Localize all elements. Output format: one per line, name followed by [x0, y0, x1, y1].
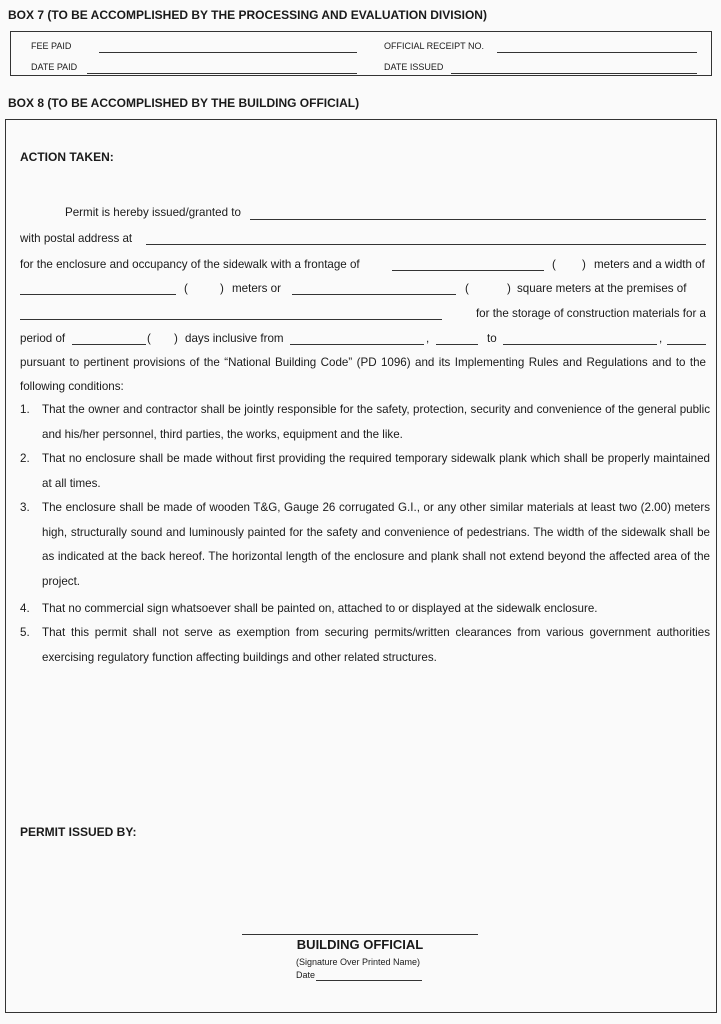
action-taken-heading: ACTION TAKEN:: [20, 150, 114, 164]
condition-number: 5.: [20, 626, 30, 639]
grantee-field[interactable]: [250, 219, 706, 220]
signature-line[interactable]: [242, 934, 478, 935]
frontage-label: for the enclosure and occupancy of the sidewalk with a frontage of: [20, 258, 360, 271]
condition-text: The enclosure shall be made of wooden T&G, Gauge 26 corrugated G.I., or any other similar materials at least two (2.00) meters high, structurally sound and luminously painted for the safety and convenience of pedestrians. The width of the sidewalk shall be as indicated at the back hereof. The horizontal length of the enclosure and plank shall not extend beyond the affected area of the project.: [42, 501, 710, 588]
condition-text: That no enclosure shall be made without first providing the required temporary sidewalk plank which shall be properly maintained at all times.: [42, 452, 710, 490]
paren-open: (: [184, 282, 188, 295]
fee-paid-field[interactable]: [99, 52, 357, 53]
condition-text: That this permit shall not serve as exemption from securing permits/written clearances from various government authorities exercising regulatory function affecting buildings and other related structures.: [42, 626, 710, 664]
condition-number: 2.: [20, 452, 30, 465]
days-from-label: days inclusive from: [185, 332, 284, 345]
paren-close: ): [582, 258, 586, 271]
condition-text: That no commercial sign whatsoever shall be painted on, attached to or displayed at the sidewalk enclosure.: [42, 602, 598, 615]
paren-close: ): [507, 282, 511, 295]
date-paid-label: DATE PAID: [31, 62, 78, 72]
date-label: Date: [296, 970, 316, 980]
period-field[interactable]: [72, 344, 146, 345]
signature-note: (Signature Over Printed Name): [296, 957, 421, 967]
width-field[interactable]: [20, 294, 176, 295]
condition-5: [20, 621, 710, 671]
box7-title: BOX 7 (TO BE ACCOMPLISHED BY THE PROCESSING AND EVALUATION DIVISION): [8, 8, 487, 22]
conditions-label: following conditions:: [20, 380, 124, 393]
issued-to-label: Permit is hereby issued/granted to: [65, 206, 241, 219]
premises-field[interactable]: [20, 319, 442, 320]
to-label: to: [487, 332, 497, 345]
box8-title: BOX 8 (TO BE ACCOMPLISHED BY THE BUILDING OFFICIAL): [8, 96, 360, 110]
pursuant-text: pursuant to pertinent provisions of the “National Building Code” (PD 1096) and its Implementing Rules and Regulations and to the: [20, 356, 706, 369]
condition-text: That the owner and contractor shall be jointly responsible for the safety, protection, security and convenience of the general public and his/her personnel, third parties, the works, equipment and the like.: [42, 403, 710, 441]
date-paid-field[interactable]: [87, 73, 357, 74]
condition-4: [20, 597, 710, 623]
year-to-field[interactable]: [667, 344, 706, 345]
condition-number: 1.: [20, 403, 30, 416]
condition-2: [20, 447, 710, 497]
condition-3: [20, 496, 710, 596]
date-issued-label: DATE ISSUED: [384, 62, 444, 72]
postal-address-label: with postal address at: [20, 232, 133, 245]
paren-open: (: [465, 282, 469, 295]
official-receipt-label: OFFICIAL RECEIPT NO.: [384, 41, 485, 51]
fee-paid-label: FEE PAID: [31, 41, 72, 51]
postal-address-field[interactable]: [146, 244, 706, 245]
date-to-field[interactable]: [503, 344, 657, 345]
frontage-field[interactable]: [392, 270, 544, 271]
paren-close: ): [174, 332, 178, 345]
condition-number: 3.: [20, 501, 30, 514]
comma: ,: [659, 332, 663, 345]
area-field[interactable]: [292, 294, 456, 295]
year-from-field[interactable]: [436, 344, 478, 345]
condition-number: 4.: [20, 602, 30, 615]
comma: ,: [426, 332, 430, 345]
building-official-title: BUILDING OFFICIAL: [296, 937, 424, 952]
date-signed-field[interactable]: [316, 980, 422, 981]
period-label: period of: [20, 332, 66, 345]
date-issued-field[interactable]: [451, 73, 697, 74]
date-from-field[interactable]: [290, 344, 424, 345]
paren-open: (: [552, 258, 556, 271]
meters-or-label: meters or: [232, 282, 281, 295]
premises-label: square meters at the premises of: [517, 282, 687, 295]
storage-label: for the storage of construction materials for a: [475, 307, 706, 320]
paren-open: (: [147, 332, 151, 345]
official-receipt-field[interactable]: [497, 52, 697, 53]
width-label: meters and a width of: [594, 258, 705, 271]
box7-frame: [10, 31, 712, 76]
paren-close: ): [220, 282, 224, 295]
permit-issued-by-heading: PERMIT ISSUED BY:: [20, 825, 137, 839]
